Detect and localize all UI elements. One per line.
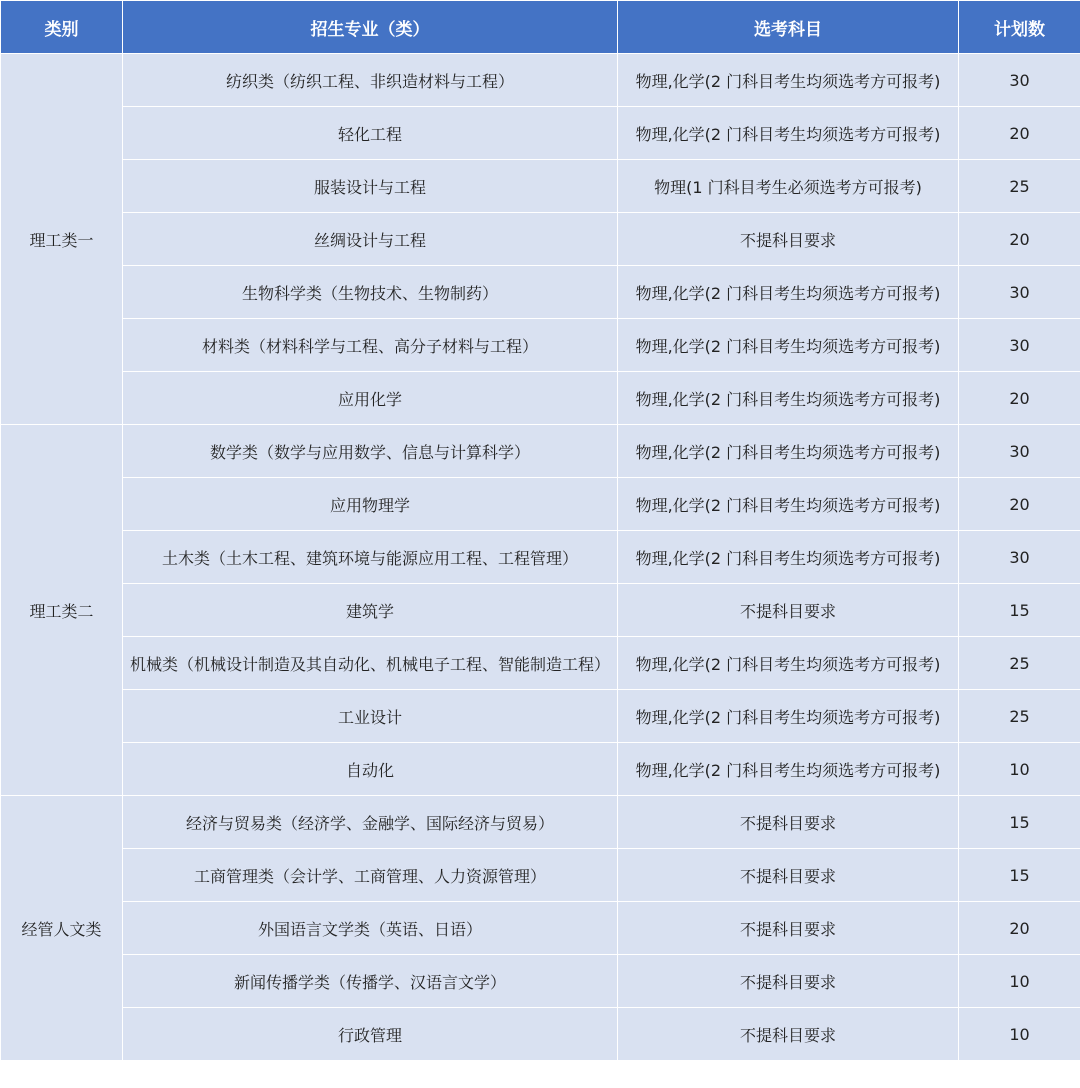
plan-cell: 25 bbox=[959, 690, 1080, 743]
header-plan: 计划数 bbox=[959, 1, 1080, 54]
major-cell: 经济与贸易类（经济学、金融学、国际经济与贸易） bbox=[123, 796, 618, 849]
subjects-cell: 物理,化学(2 门科目考生均须选考方可报考) bbox=[618, 266, 959, 319]
subjects-cell: 物理,化学(2 门科目考生均须选考方可报考) bbox=[618, 637, 959, 690]
table-row bbox=[1, 690, 1080, 743]
table-row bbox=[1, 425, 1080, 478]
subjects-cell: 物理(1 门科目考生必须选考方可报考) bbox=[618, 160, 959, 213]
major-cell: 工业设计 bbox=[123, 690, 618, 743]
table-body bbox=[1, 54, 1080, 1061]
category-cell: 理工类一 bbox=[1, 54, 123, 425]
table-row bbox=[1, 955, 1080, 1008]
plan-cell: 30 bbox=[959, 319, 1080, 372]
plan-cell: 10 bbox=[959, 1008, 1080, 1061]
subjects-cell: 物理,化学(2 门科目考生均须选考方可报考) bbox=[618, 531, 959, 584]
category-cell: 经管人文类 bbox=[1, 796, 123, 1061]
subjects-cell: 物理,化学(2 门科目考生均须选考方可报考) bbox=[618, 690, 959, 743]
major-cell: 外国语言文学类（英语、日语） bbox=[123, 902, 618, 955]
subjects-cell: 物理,化学(2 门科目考生均须选考方可报考) bbox=[618, 319, 959, 372]
table-row bbox=[1, 531, 1080, 584]
plan-cell: 25 bbox=[959, 160, 1080, 213]
subjects-cell: 不提科目要求 bbox=[618, 796, 959, 849]
plan-cell: 20 bbox=[959, 372, 1080, 425]
subjects-cell: 不提科目要求 bbox=[618, 1008, 959, 1061]
table-row bbox=[1, 1008, 1080, 1061]
major-cell: 应用物理学 bbox=[123, 478, 618, 531]
major-cell: 建筑学 bbox=[123, 584, 618, 637]
table-row bbox=[1, 54, 1080, 107]
subjects-cell: 不提科目要求 bbox=[618, 213, 959, 266]
table-row bbox=[1, 849, 1080, 902]
table-row bbox=[1, 372, 1080, 425]
table-row bbox=[1, 213, 1080, 266]
plan-cell: 15 bbox=[959, 849, 1080, 902]
plan-cell: 25 bbox=[959, 637, 1080, 690]
subjects-cell: 物理,化学(2 门科目考生均须选考方可报考) bbox=[618, 743, 959, 796]
subjects-cell: 物理,化学(2 门科目考生均须选考方可报考) bbox=[618, 478, 959, 531]
plan-cell: 20 bbox=[959, 478, 1080, 531]
header-major: 招生专业（类） bbox=[123, 1, 618, 54]
major-cell: 工商管理类（会计学、工商管理、人力资源管理） bbox=[123, 849, 618, 902]
plan-cell: 20 bbox=[959, 213, 1080, 266]
plan-cell: 20 bbox=[959, 902, 1080, 955]
category-cell: 理工类二 bbox=[1, 425, 123, 796]
subjects-cell: 不提科目要求 bbox=[618, 584, 959, 637]
subjects-cell: 不提科目要求 bbox=[618, 902, 959, 955]
table-row bbox=[1, 266, 1080, 319]
subjects-cell: 物理,化学(2 门科目考生均须选考方可报考) bbox=[618, 107, 959, 160]
major-cell: 材料类（材料科学与工程、高分子材料与工程） bbox=[123, 319, 618, 372]
major-cell: 应用化学 bbox=[123, 372, 618, 425]
plan-cell: 30 bbox=[959, 54, 1080, 107]
major-cell: 纺织类（纺织工程、非织造材料与工程） bbox=[123, 54, 618, 107]
plan-cell: 15 bbox=[959, 584, 1080, 637]
header-category: 类别 bbox=[1, 1, 123, 54]
major-cell: 机械类（机械设计制造及其自动化、机械电子工程、智能制造工程） bbox=[123, 637, 618, 690]
subjects-cell: 物理,化学(2 门科目考生均须选考方可报考) bbox=[618, 54, 959, 107]
subjects-cell: 物理,化学(2 门科目考生均须选考方可报考) bbox=[618, 372, 959, 425]
major-cell: 自动化 bbox=[123, 743, 618, 796]
plan-cell: 20 bbox=[959, 107, 1080, 160]
major-cell: 丝绸设计与工程 bbox=[123, 213, 618, 266]
table-row bbox=[1, 902, 1080, 955]
major-cell: 行政管理 bbox=[123, 1008, 618, 1061]
header-subjects: 选考科目 bbox=[618, 1, 959, 54]
major-cell: 生物科学类（生物技术、生物制药） bbox=[123, 266, 618, 319]
table-row bbox=[1, 478, 1080, 531]
plan-cell: 30 bbox=[959, 266, 1080, 319]
plan-cell: 30 bbox=[959, 531, 1080, 584]
table-row bbox=[1, 160, 1080, 213]
plan-cell: 10 bbox=[959, 955, 1080, 1008]
table-row bbox=[1, 107, 1080, 160]
table-row bbox=[1, 319, 1080, 372]
major-cell: 土木类（土木工程、建筑环境与能源应用工程、工程管理） bbox=[123, 531, 618, 584]
header-row bbox=[1, 1, 1080, 54]
table-row bbox=[1, 796, 1080, 849]
subjects-cell: 不提科目要求 bbox=[618, 849, 959, 902]
table-row bbox=[1, 743, 1080, 796]
plan-cell: 15 bbox=[959, 796, 1080, 849]
plan-cell: 30 bbox=[959, 425, 1080, 478]
plan-cell: 10 bbox=[959, 743, 1080, 796]
major-cell: 新闻传播学类（传播学、汉语言文学） bbox=[123, 955, 618, 1008]
subjects-cell: 不提科目要求 bbox=[618, 955, 959, 1008]
major-cell: 数学类（数学与应用数学、信息与计算科学） bbox=[123, 425, 618, 478]
table-row bbox=[1, 637, 1080, 690]
table-header bbox=[1, 1, 1080, 54]
subjects-cell: 物理,化学(2 门科目考生均须选考方可报考) bbox=[618, 425, 959, 478]
major-cell: 服装设计与工程 bbox=[123, 160, 618, 213]
table-row bbox=[1, 584, 1080, 637]
major-cell: 轻化工程 bbox=[123, 107, 618, 160]
